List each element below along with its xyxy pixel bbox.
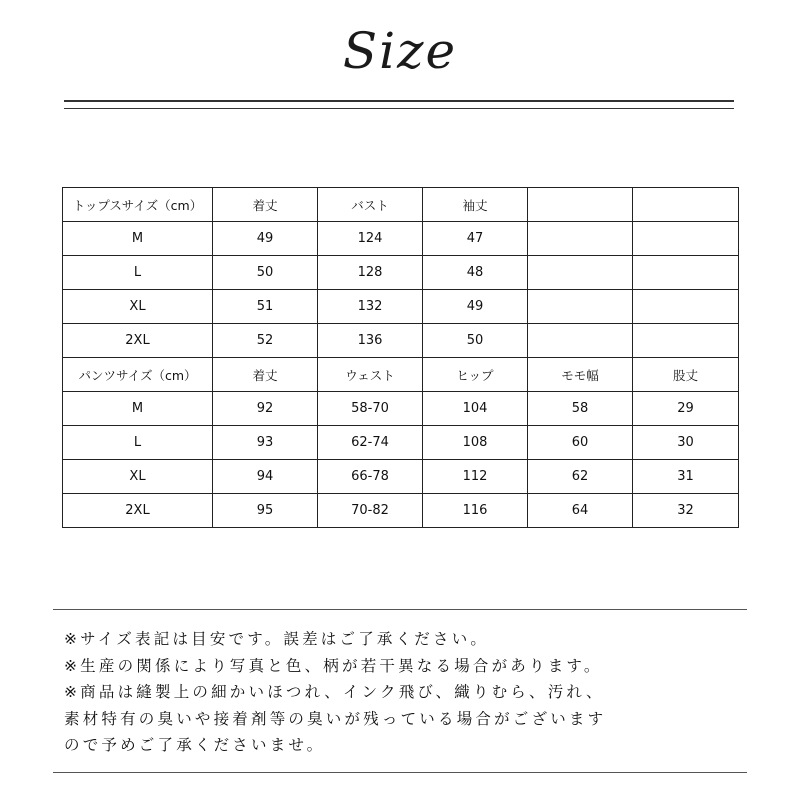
- table-cell: 2XL: [63, 494, 213, 528]
- table-cell: 29: [633, 392, 739, 426]
- table-cell: XL: [63, 460, 213, 494]
- pants-header-label: パンツサイズ（cm）: [63, 358, 213, 392]
- table-cell: L: [63, 426, 213, 460]
- tops-header-empty-2: [633, 188, 739, 222]
- table-cell: XL: [63, 290, 213, 324]
- pants-header-waist: ウェスト: [318, 358, 423, 392]
- table-cell: 52: [213, 324, 318, 358]
- table-cell: 30: [633, 426, 739, 460]
- table-row: [63, 426, 739, 460]
- title-divider-thin: [64, 108, 734, 109]
- table-cell: 95: [213, 494, 318, 528]
- table-cell: 58-70: [318, 392, 423, 426]
- table-cell: 47: [423, 222, 528, 256]
- table-cell: 136: [318, 324, 423, 358]
- table-cell: 124: [318, 222, 423, 256]
- table-cell: 60: [528, 426, 633, 460]
- tops-header-length: 着丈: [213, 188, 318, 222]
- note-line: ので予めご了承くださいませ。: [64, 736, 326, 754]
- size-table: [62, 187, 739, 528]
- tops-header-sleeve: 袖丈: [423, 188, 528, 222]
- table-cell: 32: [633, 494, 739, 528]
- table-cell: 62: [528, 460, 633, 494]
- pants-header-length: 着丈: [213, 358, 318, 392]
- table-cell: 2XL: [63, 324, 213, 358]
- table-cell: [528, 290, 633, 324]
- table-cell: 48: [423, 256, 528, 290]
- table-cell: [633, 222, 739, 256]
- pants-header-thigh: モモ幅: [528, 358, 633, 392]
- table-cell: 66-78: [318, 460, 423, 494]
- table-cell: [528, 222, 633, 256]
- tops-header-bust: バスト: [318, 188, 423, 222]
- table-cell: 64: [528, 494, 633, 528]
- table-cell: 62-74: [318, 426, 423, 460]
- table-cell: 58: [528, 392, 633, 426]
- table-cell: 128: [318, 256, 423, 290]
- note-line: ※商品は縫製上の細かいほつれ、インク飛び、織りむら、汚れ、: [64, 683, 605, 701]
- tops-header-label: トップスサイズ（cm）: [63, 188, 213, 222]
- tops-header-row: [63, 188, 739, 222]
- table-cell: 31: [633, 460, 739, 494]
- table-cell: 51: [213, 290, 318, 324]
- table-row: [63, 460, 739, 494]
- table-row: [63, 256, 739, 290]
- table-cell: M: [63, 222, 213, 256]
- table-row: [63, 494, 739, 528]
- title-divider-thick: [64, 100, 734, 102]
- table-cell: 92: [213, 392, 318, 426]
- table-cell: 104: [423, 392, 528, 426]
- pants-header-hip: ヒップ: [423, 358, 528, 392]
- table-row: [63, 392, 739, 426]
- table-row: [63, 324, 739, 358]
- table-cell: 70-82: [318, 494, 423, 528]
- notes-divider-top: [53, 609, 747, 610]
- table-cell: [528, 256, 633, 290]
- note-line: ※サイズ表記は目安です。誤差はご了承ください。: [64, 630, 490, 648]
- table-cell: [633, 256, 739, 290]
- table-row: [63, 222, 739, 256]
- table-cell: 132: [318, 290, 423, 324]
- table-cell: [633, 290, 739, 324]
- note-line: 素材特有の臭いや接着剤等の臭いが残っている場合がございます: [64, 709, 607, 728]
- table-cell: M: [63, 392, 213, 426]
- table-cell: 93: [213, 426, 318, 460]
- table-cell: 108: [423, 426, 528, 460]
- pants-header-row: [63, 358, 739, 392]
- table-cell: [633, 324, 739, 358]
- table-cell: 116: [423, 494, 528, 528]
- table-cell: 49: [213, 222, 318, 256]
- table-cell: 49: [423, 290, 528, 324]
- pants-header-rise: 股丈: [633, 358, 739, 392]
- table-cell: 50: [213, 256, 318, 290]
- table-cell: L: [63, 256, 213, 290]
- notes-block: [64, 626, 754, 759]
- note-line: ※生産の関係により写真と色、柄が若干異なる場合があります。: [64, 656, 603, 675]
- table-cell: 50: [423, 324, 528, 358]
- table-cell: 94: [213, 460, 318, 494]
- table-row: [63, 290, 739, 324]
- table-cell: [528, 324, 633, 358]
- tops-header-empty-1: [528, 188, 633, 222]
- page-title: Size: [342, 22, 458, 80]
- table-cell: 112: [423, 460, 528, 494]
- notes-divider-bottom: [53, 772, 747, 773]
